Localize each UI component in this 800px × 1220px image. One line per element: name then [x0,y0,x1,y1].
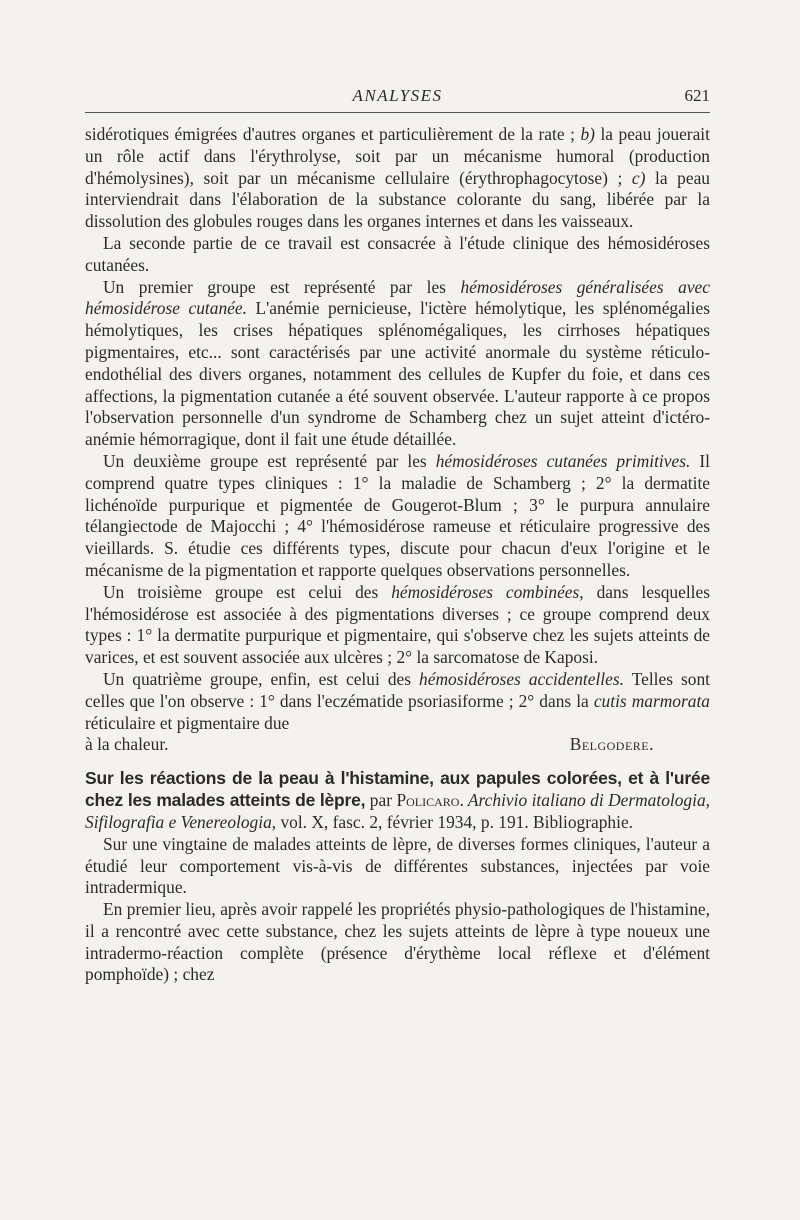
journal-name: Archivio italiano di Dermatologia, Sifilografia e Venereologia, [85,790,711,832]
enum-letter-b: b) [580,124,595,144]
italic-term: hémosidéroses combinées, [391,581,584,602]
paragraph-group-four [85,669,710,734]
text-span: Un premier groupe est représenté par les [103,276,461,297]
text-span: Un deuxième groupe est représenté par les [103,450,436,471]
paragraph-second-part: La seconde partie de ce travail est consacrée à l'étude clinique des hémosidéroses cutanées. [85,232,710,275]
text-span: la peau jouerait un rôle actif dans l'érythrolyse, soit par un mécanisme humoral (production d'hémolysines), soit par un mécanisme cellulaire (érythrophagocytose) ; [85,124,710,188]
paragraph-histamine: En premier lieu, après avoir rappelé les propriétés physio-pathologiques de l'histamine, il a rencontré avec cette substance, chez les sujets atteints de lèpre à type noueux une intradermo-réaction complète (présence d'érythème local réflexe et d'élément pomphoïde) ; chez [85,899,710,985]
article-heading [85,768,710,833]
text-span: la peau interviendrait dans l'élaboration de la substance colorante du sang, libérée par la dissolution des globules rouges dans les organes internes et dans les vaisseaux. [85,167,710,232]
header-rule [85,112,710,113]
text-span: Telles sont celles que l'on observe : 1° dans l'eczématide psoriasiforme ; 2° dans la [85,668,710,711]
italic-term: hémosidéroses généralisées avec hémosidérose cutanée. [85,276,710,319]
italic-term: hémosidéroses cutanées primitives. [435,450,691,471]
italic-term: hémosidéroses accidentelles. [419,668,624,689]
text-span: sidérotiques émigrées d'autres organes et particulièrement de la rate ; [85,124,575,144]
author-signature: Belgodere. [569,734,654,755]
text-span: par [365,790,397,811]
last-line: à la chaleur. [85,734,169,755]
page-body [85,124,710,986]
paragraph-intro: Sur une vingtaine de malades atteints de lèpre, de diverses formes cliniques, l'auteur a étudié leur comportement vis-à-vis de différentes substances, injectées par voie intradermique. [85,833,710,898]
paragraph-group-one [85,277,710,451]
text-span: Un troisième groupe est celui des [103,581,392,602]
text-span: Un quatrième groupe, enfin, est celui des [103,668,420,689]
text-span: Il comprend quatre types cliniques : 1° la maladie de Schamberg ; 2° la dermatite lichénoïde purpurique et pigmentée de Gougerot-Blum ; 3° le purpura annulaire télangiectode de Majocchi ; 4° l'hémosidérose rameuse et réticulaire progressive des vieillards. S. étudie ces différents types, discute pour chacun d'eux l'origine et le mécanisme de la pigmentation et rapporte quelques observations personnelles. [85,450,710,580]
page-header [85,86,710,110]
article-title: Sur les réactions de la peau à l'histamine, aux papules colorées, et à l'urée chez les malades atteints de lèpre, [85,768,710,811]
running-title: ANALYSES [352,86,443,105]
paragraph-continuation [85,124,710,233]
text-span: dans lesquelles l'hémosidérose est associée à des pigmentations diverses ; ce groupe comprend deux types : 1° la dermatite purpurique et pigmentaire, qui s'observe chez les sujets atteints de varices, et est souvent associée aux ulcères ; 2° la sarcomatose de Kaposi. [85,581,710,668]
enum-letter-c: c) [631,167,646,188]
journal-reference: vol. X, fasc. 2, février 1934, p. 191. Bibliographie. [276,811,634,832]
page-number: 621 [684,86,710,105]
italic-term: cutis marmorata [593,690,710,711]
text-span: L'anémie pernicieuse, l'ictère hémolytique, les splénomégalies hémolytiques, les crises hépatiques splénomégaliques, les cirrhoses hépatiques pigmentaires, etc... sont caractérisés par une activité anormale du système réticulo-endothélial des divers organes, notamment des cellules de Kupfer du foie, et dans ces affections, la pigmentation cutanée a été souvent observée. L'auteur rapporte à ce propos l'observation personnelle d'un syndrome de Schamberg chez un sujet atteint d'ictéro-anémie hémorragique, dont il fait une étude détaillée. [85,298,710,450]
paragraph-group-two [85,451,710,582]
article-author: Policaro. [396,790,464,811]
signature-line [85,734,710,756]
paragraph-group-three [85,582,710,669]
text-span: réticulaire et pigmentaire due [85,712,290,733]
